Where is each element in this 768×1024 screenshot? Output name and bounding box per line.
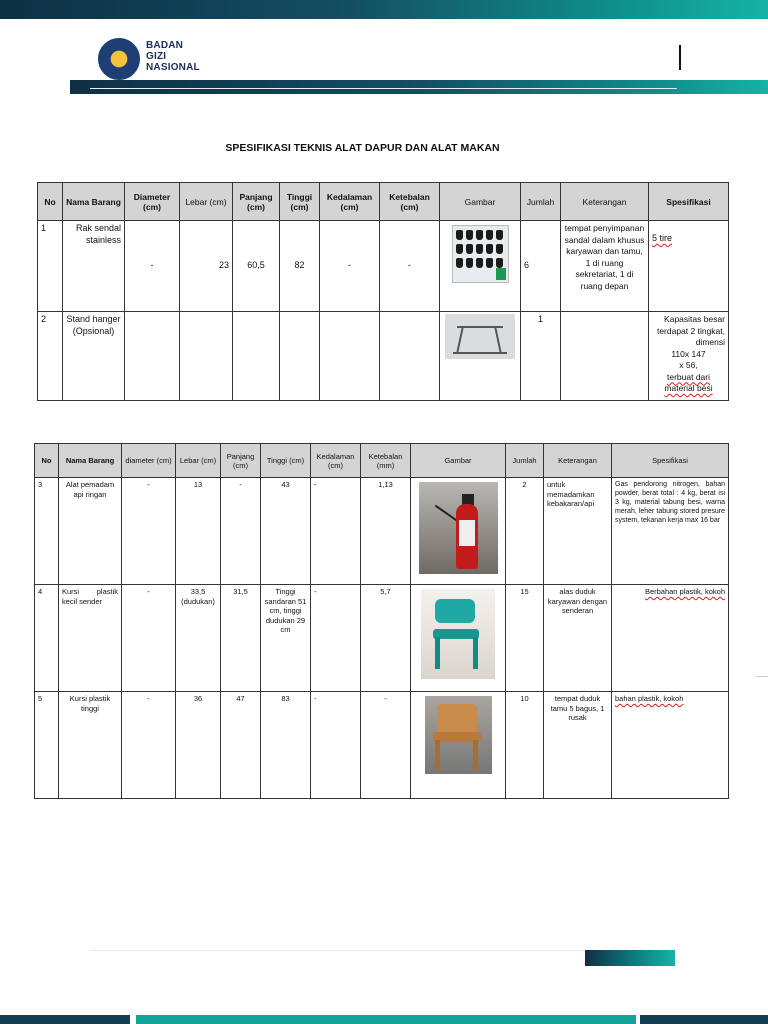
col-header: Lebar (cm) bbox=[180, 183, 233, 221]
footer-chip bbox=[585, 950, 675, 966]
footer-stripe-left bbox=[0, 1015, 130, 1024]
col-header: Tinggi (cm) bbox=[261, 444, 311, 478]
cell-ketebalan: 1,13 bbox=[361, 478, 411, 585]
spesifikasi-text: bahan plastik, kokoh bbox=[615, 694, 684, 703]
cell-panjang: - bbox=[221, 478, 261, 585]
table-header-row bbox=[35, 444, 729, 478]
col-header: Diameter (cm) bbox=[125, 183, 180, 221]
footer-stripe-right bbox=[640, 1015, 768, 1024]
col-header: Gambar bbox=[440, 183, 521, 221]
cell-diameter: - bbox=[122, 478, 176, 585]
cell-keterangan: tempat duduk tamu 5 bagus, 1 rusak bbox=[544, 692, 612, 799]
cell-spesifikasi bbox=[649, 221, 729, 312]
fire-extinguisher-photo bbox=[419, 482, 498, 574]
cell-diameter: - bbox=[122, 585, 176, 692]
cell-lebar: 36 bbox=[176, 692, 221, 799]
cell-panjang bbox=[233, 312, 280, 401]
cell-gambar bbox=[411, 585, 506, 692]
cell-lebar bbox=[180, 312, 233, 401]
cell-jumlah: 2 bbox=[506, 478, 544, 585]
col-header: Keterangan bbox=[561, 183, 649, 221]
cell-spesifikasi: Kapasitas besar terdapat 2 tingkat, dimensi 110x 147 x 56, terbuat dari material besi bbox=[649, 312, 729, 401]
cell-nama: Kursi plastik kecil sender bbox=[59, 585, 122, 692]
cell-nama: Rak sendal stainless bbox=[63, 221, 125, 312]
col-header: Tinggi (cm) bbox=[280, 183, 320, 221]
col-header: Kedalaman (cm) bbox=[320, 183, 380, 221]
cell-spesifikasi bbox=[612, 585, 729, 692]
bgn-logo-emblem bbox=[98, 38, 140, 80]
cell-jumlah: 1 bbox=[521, 312, 561, 401]
cell-gambar bbox=[440, 312, 521, 401]
spesifikasi-text: Berbahan plastik, kokoh bbox=[644, 587, 725, 596]
cell-lebar: 13 bbox=[176, 478, 221, 585]
table-row bbox=[35, 478, 729, 585]
cell-gambar bbox=[411, 692, 506, 799]
header-divider bbox=[90, 88, 677, 89]
cell-ketebalan: 5,7 bbox=[361, 585, 411, 692]
cell-nama: Kursi plastik tinggi bbox=[59, 692, 122, 799]
cell-keterangan: tempat penyimpanan sandal dalam khusus karyawan dan tamu, 1 di ruang sekretariat, 1 di ruang depan bbox=[561, 221, 649, 312]
col-header: Ketebalan (cm) bbox=[380, 183, 440, 221]
cell-jumlah: 6 bbox=[521, 221, 561, 312]
cell-no: 2 bbox=[38, 312, 63, 401]
margin-mark bbox=[756, 676, 768, 677]
cell-lebar: 33,5 (dudukan) bbox=[176, 585, 221, 692]
cell-panjang: 60,5 bbox=[233, 221, 280, 312]
cell-diameter: - bbox=[122, 692, 176, 799]
cell-ketebalan: - bbox=[380, 221, 440, 312]
cell-kedalaman: - bbox=[311, 585, 361, 692]
cell-panjang: 47 bbox=[221, 692, 261, 799]
page-title: SPESIFIKASI TEKNIS ALAT DAPUR DAN ALAT MAKAN bbox=[225, 142, 500, 154]
col-header: No bbox=[35, 444, 59, 478]
col-header: Spesifikasi bbox=[649, 183, 729, 221]
cell-spesifikasi: Gas pendorong nitrogen, bahan powder, berat total : 4 kg, berat isi 3 kg, material tabung besi, warna merah, leher tabung stored presure system, tekanan kerja max 16 bar bbox=[612, 478, 729, 585]
col-header: Ketebalan (mm) bbox=[361, 444, 411, 478]
cell-keterangan: alas duduk karyawan dengan senderan bbox=[544, 585, 612, 692]
cell-kedalaman: - bbox=[320, 221, 380, 312]
col-header: Spesifikasi bbox=[612, 444, 729, 478]
col-header: Panjang (cm) bbox=[233, 183, 280, 221]
col-header: Lebar (cm) bbox=[176, 444, 221, 478]
col-header: Nama Barang bbox=[59, 444, 122, 478]
cell-kedalaman bbox=[320, 312, 380, 401]
cell-gambar bbox=[440, 221, 521, 312]
col-header: Keterangan bbox=[544, 444, 612, 478]
cell-panjang: 31,5 bbox=[221, 585, 261, 692]
cell-no: 4 bbox=[35, 585, 59, 692]
cell-no: 1 bbox=[38, 221, 63, 312]
cell-kedalaman: - bbox=[311, 692, 361, 799]
cell-lebar: 23 bbox=[180, 221, 233, 312]
table-row bbox=[38, 221, 729, 312]
text-cursor-bar bbox=[679, 45, 681, 70]
cell-ketebalan: - bbox=[361, 692, 411, 799]
col-header: Kedalaman (cm) bbox=[311, 444, 361, 478]
table-row bbox=[35, 692, 729, 799]
cell-diameter: - bbox=[125, 221, 180, 312]
cell-gambar bbox=[411, 478, 506, 585]
footer-stripe-center bbox=[136, 1015, 636, 1024]
hanger-rack-photo bbox=[445, 314, 515, 359]
cell-keterangan bbox=[561, 312, 649, 401]
cell-tinggi: 82 bbox=[280, 221, 320, 312]
plastic-chair-tall-photo bbox=[425, 696, 492, 774]
spesifikasi-text: 5 tire bbox=[652, 233, 673, 243]
table-row bbox=[35, 585, 729, 692]
shoe-rack-photo bbox=[452, 225, 509, 283]
cell-tinggi: 83 bbox=[261, 692, 311, 799]
top-stripe bbox=[0, 0, 768, 19]
cell-nama: Stand hanger (Opsional) bbox=[63, 312, 125, 401]
cell-jumlah: 10 bbox=[506, 692, 544, 799]
col-header: Nama Barang bbox=[63, 183, 125, 221]
cell-jumlah: 15 bbox=[506, 585, 544, 692]
spec-table-2 bbox=[34, 443, 729, 799]
cell-keterangan: untuk memadamkan kebakaran/api bbox=[544, 478, 612, 585]
cell-tinggi bbox=[280, 312, 320, 401]
spec-table-1 bbox=[37, 182, 729, 401]
col-header: Panjang (cm) bbox=[221, 444, 261, 478]
org-name: BADAN GIZI NASIONAL bbox=[146, 40, 200, 73]
cell-tinggi: Tinggi sandaran 51 cm, tinggi dudukan 29 cm bbox=[261, 585, 311, 692]
col-header: Jumlah bbox=[506, 444, 544, 478]
cell-no: 5 bbox=[35, 692, 59, 799]
cell-spesifikasi bbox=[612, 692, 729, 799]
plastic-chair-small-photo bbox=[421, 589, 495, 679]
cell-kedalaman: - bbox=[311, 478, 361, 585]
table-row bbox=[38, 312, 729, 401]
col-header: Gambar bbox=[411, 444, 506, 478]
table-header-row bbox=[38, 183, 729, 221]
cell-ketebalan bbox=[380, 312, 440, 401]
header-stripe bbox=[70, 80, 768, 94]
cell-nama: Alat pemadam api ringan bbox=[59, 478, 122, 585]
col-header: diameter (cm) bbox=[122, 444, 176, 478]
col-header: Jumlah bbox=[521, 183, 561, 221]
cell-tinggi: 43 bbox=[261, 478, 311, 585]
cell-no: 3 bbox=[35, 478, 59, 585]
cell-diameter bbox=[125, 312, 180, 401]
col-header: No bbox=[38, 183, 63, 221]
